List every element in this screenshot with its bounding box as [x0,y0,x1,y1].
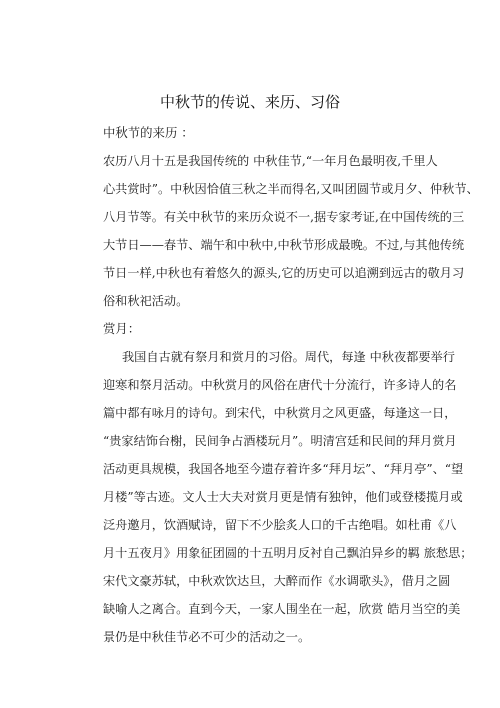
paragraph-line: 篇中都有咏月的诗句。到宋代，中秋赏月之风更盛，每逢这一日， [103,406,457,420]
paragraph-line: 月楼”等古迹。文人士大夫对赏月更是情有独钟，他们或登楼揽月或 [103,490,463,504]
section-heading-moon-viewing: 赏月： [103,321,141,336]
paragraph-line: 缺喻人之离合。直到今天，一家人围坐在一起，欣赏 皓月当空的美 [103,602,461,616]
paragraph-line: 我国自古就有祭月和赏月的习俗。周代，每逢 中秋夜都要举行 [122,350,455,364]
paragraph-line: 心共赏时”。中秋因恰值三秋之半而得名,又叫团圆节或月夕、仲秋节、 [103,182,479,196]
paragraph-line: 俗和秋祀活动。 [103,294,189,308]
paragraph-line: 八月节等。有关中秋节的来历众说不一,据专家考证,在中国传统的三 [103,210,465,224]
paragraph-line: 宋代文豪苏轼，中秋欢饮达旦，大醉而作《水调歌头》，借月之圆 [103,574,451,588]
paragraph-line: 泛舟邀月，饮酒赋诗，留下不少脍炙人口的千古绝唱。如杜甫《八 [103,518,457,532]
paragraph-line: 景仍是中秋佳节必不可少的活动之一。 [103,630,311,644]
page-title: 中秋节的传说、来历、习俗 [159,93,340,111]
paragraph-line: “贵家结饰台榭，民间争占酒楼玩月”。明清宫廷和民间的拜月赏月 [103,434,457,448]
paragraph-line: 活动更具规模，我国各地至今遗存着许多“拜月坛”、“拜月亭”、“望 [103,462,464,476]
paragraph-line: 农历八月十五是我国传统的 中秋佳节,“一年月色最明夜,千里人 [103,154,438,168]
paragraph-line: 节日一样,中秋也有着悠久的源头,它的历史可以追溯到远古的敬月习 [103,266,465,280]
paragraph-line: 大节日——春节、端午和中秋中,中秋节形成最晚。不过,与其他传统 [103,238,465,252]
paragraph-line: 月十五夜月》用象征团圆的十五明月反衬自己飘泊异乡的羁 旅愁思； [103,546,473,560]
paragraph-line: 迎寒和祭月活动。中秋赏月的风俗在唐代十分流行，许多诗人的名 [103,378,457,392]
section-heading-origin: 中秋节的来历 ： [103,125,194,140]
